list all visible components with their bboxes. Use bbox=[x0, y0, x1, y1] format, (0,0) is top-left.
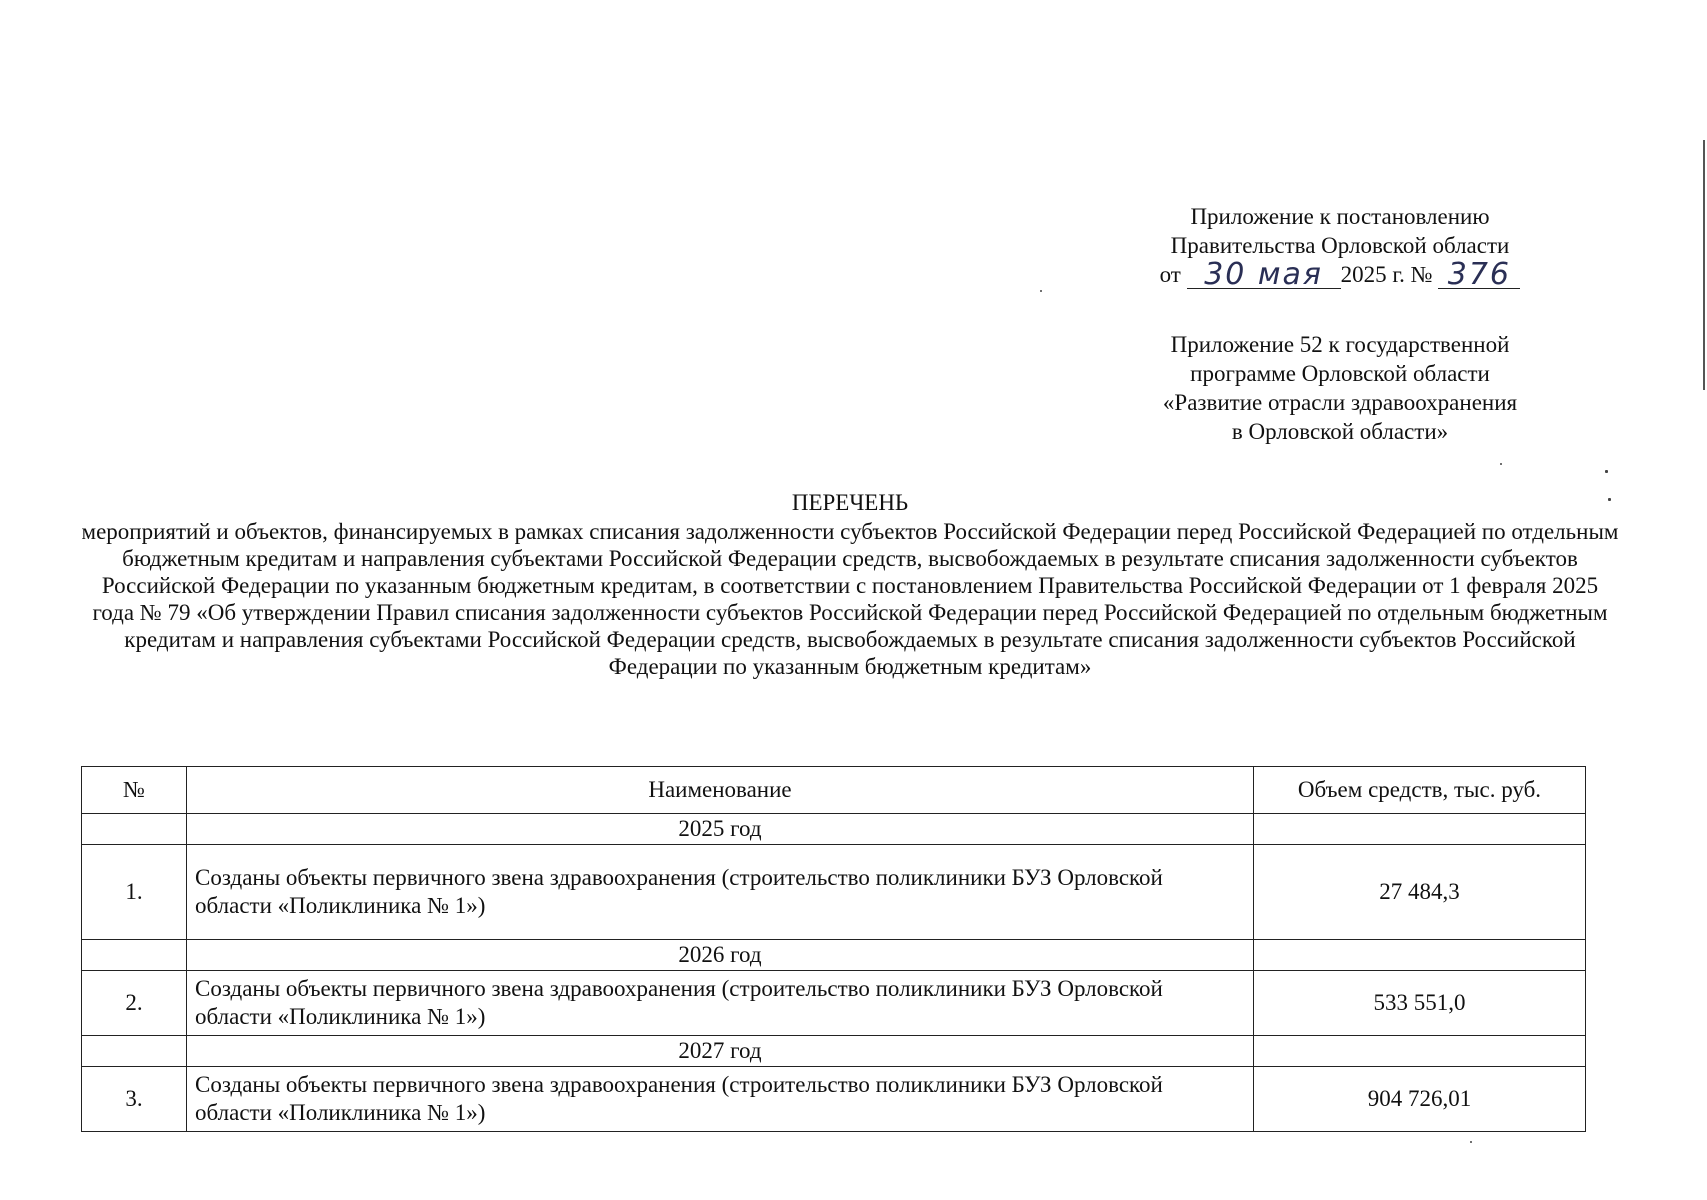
date-prefix: от bbox=[1159, 262, 1181, 287]
header-name: Наименование bbox=[187, 767, 1254, 814]
year-row bbox=[82, 940, 1586, 971]
scan-speck bbox=[1040, 290, 1042, 292]
appendix-line-2: Правительства Орловской области bbox=[1170, 233, 1510, 258]
header-volume: Объем средств, тыс. руб. bbox=[1254, 767, 1586, 814]
year-row bbox=[82, 1036, 1586, 1067]
scan-speck bbox=[1500, 463, 1502, 465]
year-row-empty-num bbox=[82, 940, 187, 971]
table-row bbox=[82, 845, 1586, 940]
appendix-block bbox=[1110, 202, 1570, 292]
year-row-empty-num bbox=[82, 1036, 187, 1067]
document-title: ПЕРЕЧЕНЬ bbox=[791, 490, 909, 515]
appendix-line-1: Приложение к постановлению bbox=[1190, 204, 1490, 229]
year-label: 2027 год bbox=[187, 1036, 1254, 1067]
table-row bbox=[82, 1067, 1586, 1132]
program-line-4: в Орловской области» bbox=[1231, 419, 1449, 444]
item-number: 1. bbox=[82, 845, 187, 940]
year-row-empty-num bbox=[82, 814, 187, 845]
scan-speck bbox=[1608, 498, 1611, 501]
scan-speck bbox=[1470, 1141, 1472, 1143]
program-line-2: программе Орловской области bbox=[1190, 361, 1490, 386]
year-row-empty-volume bbox=[1254, 940, 1586, 971]
program-line-3: «Развитие отрасли здравоохранения bbox=[1162, 390, 1518, 415]
item-name: Созданы объекты первичного звена здравоохранения (строительство поликлиники БУЗ Орловской области «Поликлиника № 1») bbox=[187, 845, 1254, 940]
year-label: 2026 год bbox=[187, 940, 1254, 971]
item-name: Созданы объекты первичного звена здравоохранения (строительство поликлиники БУЗ Орловской области «Поликлиника № 1») bbox=[187, 1067, 1254, 1132]
item-number: 2. bbox=[82, 971, 187, 1036]
header-number: № bbox=[82, 767, 187, 814]
document-heading bbox=[80, 489, 1620, 680]
funding-table bbox=[81, 766, 1586, 1132]
program-reference-block bbox=[1110, 330, 1570, 446]
table-row bbox=[82, 971, 1586, 1036]
scan-edge-line bbox=[1703, 140, 1705, 390]
table-header-row bbox=[82, 767, 1586, 814]
item-name: Созданы объекты первичного звена здравоохранения (строительство поликлиники БУЗ Орловской области «Поликлиника № 1») bbox=[187, 971, 1254, 1036]
year-row-empty-volume bbox=[1254, 814, 1586, 845]
year-row bbox=[82, 814, 1586, 845]
handwritten-number: 376 bbox=[1438, 262, 1520, 289]
program-line-1: Приложение 52 к государственной bbox=[1170, 332, 1510, 357]
item-volume: 533 551,0 bbox=[1254, 971, 1586, 1036]
document-subtitle: мероприятий и объектов, финансируемых в рамках списания задолженности субъектов Российской Федерации перед Российской Федерацией по отдельным бюджетным кредитам и направления субъектами Российской Федерации средств, высвобождаемых в результате списания задолженности субъектов Российской Федерации по указанным бюджетным кредитам, в соответствии с постановлением Правительства Российской Федерации от 1 февраля 2025 года № 79 «Об утверждении Правил списания задолженности субъектов Российской Федерации перед Российской Федерацией по отдельным бюджетным кредитам и направления субъектами Российской Федерации средств, высвобождаемых в результате списания задолженности субъектов Российской Федерации по указанным бюджетным кредитам» bbox=[81, 519, 1619, 679]
year-suffix: 2025 г. № bbox=[1340, 262, 1433, 287]
handwritten-date: 30 мая bbox=[1187, 262, 1341, 289]
year-label: 2025 год bbox=[187, 814, 1254, 845]
appendix-date-line bbox=[1110, 257, 1570, 292]
item-volume: 27 484,3 bbox=[1254, 845, 1586, 940]
year-row-empty-volume bbox=[1254, 1036, 1586, 1067]
item-volume: 904 726,01 bbox=[1254, 1067, 1586, 1132]
scan-speck bbox=[1605, 470, 1608, 473]
item-number: 3. bbox=[82, 1067, 187, 1132]
